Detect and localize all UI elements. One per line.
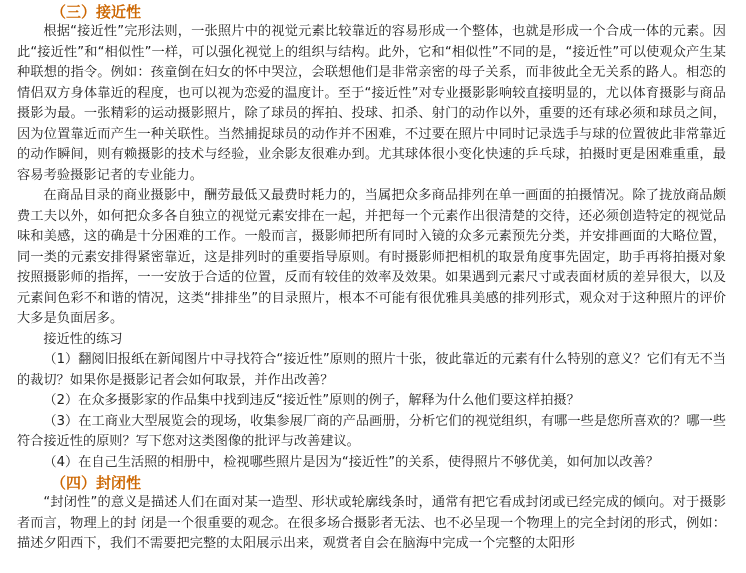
exercise-item-4: （4）在自己生活照的相册中，检视哪些照片是因为“接近性”的关系，使得照片不够优美，如何加以改善？ <box>43 454 659 470</box>
practice-title: 接近性的练习 <box>43 331 123 347</box>
paragraph-product-catalog: 在商品目录的商业摄影中，酬劳最低又最费时耗力的，当属把众多商品排列在单一画面的拍摄情况。除了拢放商品颇费工夫以外，如何把众多各自独立的视觉元素安排在一起，并把每一个元素作出很清楚的交待，还必须创造特定的视觉品味和美感，这的确是十分困难的工作。一般而言，摄影师把所有同时入镜的众多元素预先分类，并安排画面的大略位置，同一类的元素安排得紧密靠近，这是排列时的重要指导原则。有时摄影师把相机的取景角度事先固定，助手再将拍摄对象按照摄影师的指挥，一一安放于合适的位置，反而有较佳的效率及效果。如果遇到元素尺寸或表面材质的差异很大，以及元素间色彩不和谐的情况，这类“排排坐”的目录照片，根本不可能有很优雅具美感的排列形式，观众对于这种照片的评价大多是负面居多。 <box>17 188 726 326</box>
exercise-item-2: （2）在众多摄影家的作品集中找到违反“接近性”原则的例子，解释为什么他们要这样拍摄？ <box>43 393 580 408</box>
paragraph-closure-intro: “封闭性”的意义是描述人们在面对某一造型、形状或轮廓线条时，通常有把它看成封闭或已经完成的倾向。对于摄影者而言，物理上的封 闭是一个很重要的观念。在很多场合摄影者无法、也不必呈现一个物理上的完全封闭的形式，例如：描述夕阳西下，我们不需要把完整的太阳展示出来，观赏者自会在脑海中完成一个完整的太阳形 <box>17 495 726 551</box>
section-heading-proximity: （三）接近性 <box>51 3 142 21</box>
exercise-item-3: （3）在工商业大型展览会的现场，收集参展厂商的产品画册，分析它们的视觉组织，有哪一些是您所喜欢的？哪一些符合接近性的原则？写下您对这类图像的批评与改善建议。 <box>17 413 726 449</box>
section-heading-closure: （四）封闭性 <box>51 474 142 492</box>
paragraph-proximity-intro: 根据“接近性”完形法则，一张照片中的视觉元素比较靠近的容易形成一个整体，也就是形成一个合成一体的元素。因此“接近性”和“相似性”一样，可以强化视觉上的组织与结构。此外，它和“相似性”不同的是，“接近性”可以使观众产生某种联想的指令。例如：孩童倒在妇女的怀中哭泣，会联想他们是非常亲密的母子关系，而非彼此全无关系的路人。相恋的情侣双方身体靠近的程度，也可以视为恋爱的温度计。至于“接近性”对专业摄影影响较直接明显的，尤以体育摄影与商品摄影为最。一张精彩的运动摄影照片，除了球员的挥拍、投球、扣杀、射门的动作以外，重要的还有球必须和球员之间，因为位置靠近而产生一种关联性。当然捕捉球员的动作并不困难，不过要在照片中同时记录选手与球的位置彼此非常靠近的动作瞬间，则有赖摄影的技术与经验，业余影友很难办到。尤其球体很小变化快速的乒乓球，拍摄时更是困难重重，最容易考验摄影记者的专业能力。 <box>17 24 726 183</box>
exercise-item-1: （1）翻阅旧报纸在新闻图片中寻找符合“接近性”原则的照片十张，彼此靠近的元素有什么特别的意义？它们有无不当的裁切？如果你是摄影记者会如何取景，并作出改善？ <box>17 352 726 388</box>
